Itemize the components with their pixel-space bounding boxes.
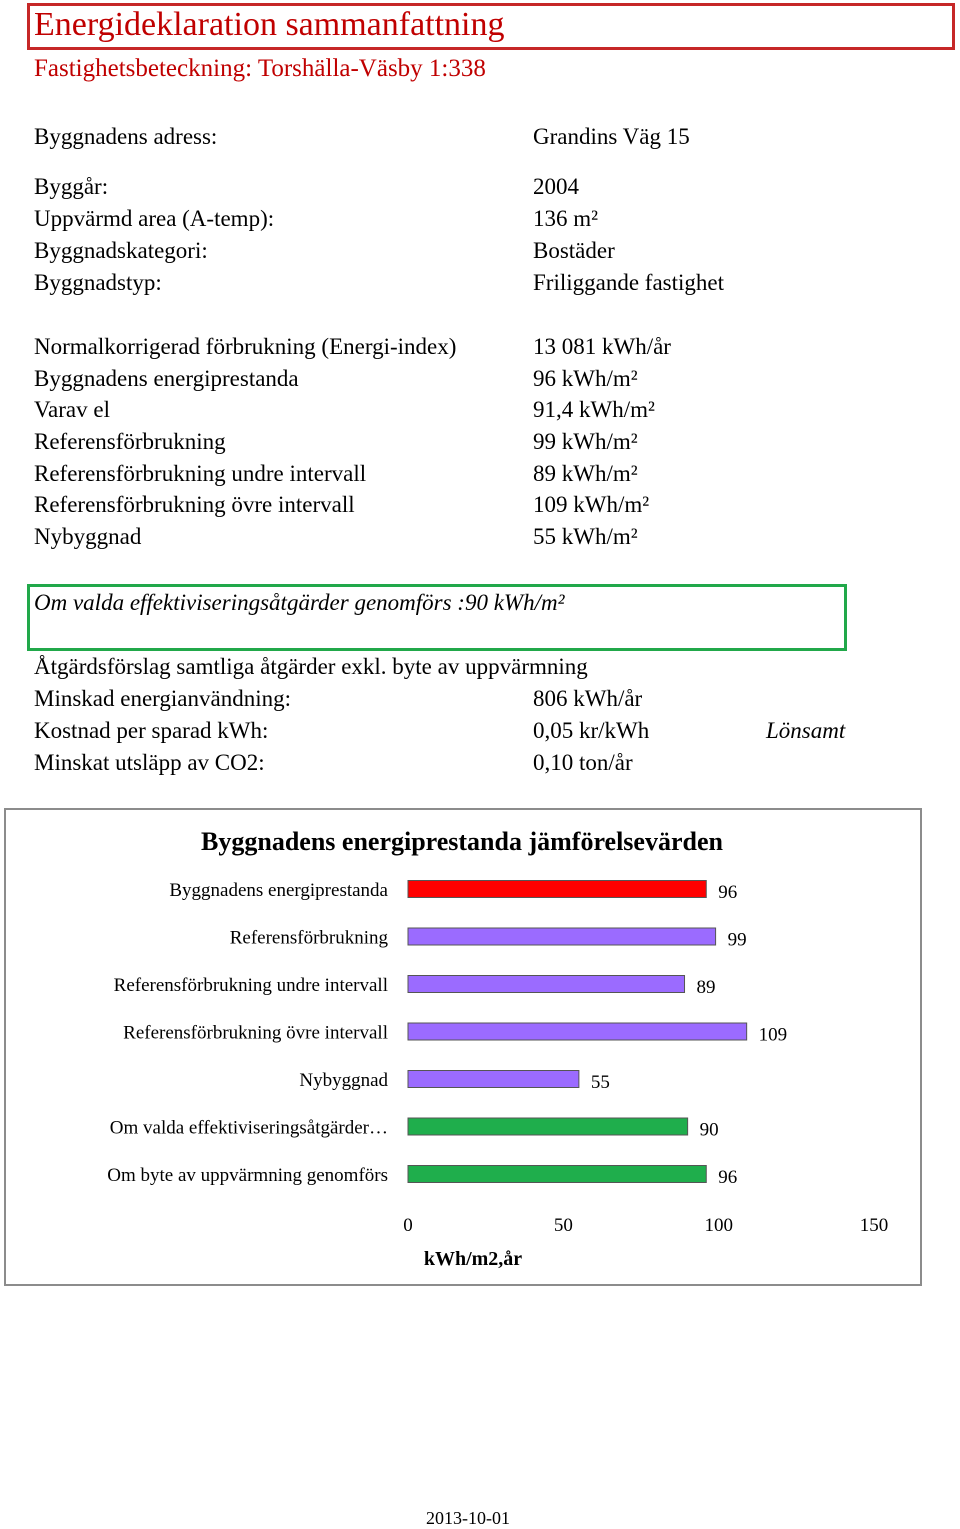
building-value: Bostäder [533, 238, 615, 263]
page-title: Energideklaration sammanfattning [34, 6, 505, 43]
measure-value: 806 kWh/år [533, 686, 643, 711]
report-date: 2013-10-01 [426, 1508, 510, 1528]
bar [408, 1118, 688, 1135]
energy-label: Byggnadens energiprestanda [34, 366, 299, 391]
building-label: Byggår: [34, 174, 109, 199]
category-label: Nybyggnad [299, 1070, 388, 1091]
energy-label: Varav el [34, 397, 110, 422]
energy-label: Referensförbrukning övre intervall [34, 492, 355, 517]
category-label: Referensförbrukning undre intervall [113, 975, 388, 996]
category-label: Om byte av uppvärmning genomförs [107, 1165, 388, 1186]
category-label: Referensförbrukning övre intervall [123, 1022, 388, 1044]
measure-value: 0,05 kr/kWh [533, 718, 650, 743]
building-value: 136 m² [533, 206, 599, 231]
x-tick-label: 100 [704, 1215, 733, 1236]
category-label: Byggnadens energiprestanda [169, 880, 388, 901]
data-label: 99 [727, 929, 747, 951]
energy-value: 91,4 kWh/m² [533, 397, 655, 422]
x-tick-label: 0 [403, 1215, 413, 1236]
energy-label: Nybyggnad [34, 524, 142, 549]
chart-title: Byggnadens energiprestanda jämförelsevärden [201, 827, 723, 856]
x-tick-label: 150 [859, 1215, 889, 1236]
energy-label: Normalkorrigerad förbrukning (Energi-index) [34, 334, 457, 359]
energy-label: Referensförbrukning undre intervall [34, 461, 367, 486]
bar [408, 881, 706, 898]
category-label: Referensförbrukning [229, 927, 388, 949]
energy-label: Referensförbrukning [34, 429, 226, 454]
energy-value: 89 kWh/m² [533, 461, 638, 486]
energy-value: 99 kWh/m² [533, 429, 638, 454]
data-label: 89 [696, 977, 716, 998]
building-value: 2004 [533, 174, 579, 199]
measure-label: Minskat utsläpp av CO2: [34, 750, 265, 775]
energy-value: 96 kWh/m² [533, 366, 638, 391]
data-label: 109 [758, 1024, 788, 1046]
address-value: Grandins Väg 15 [533, 124, 690, 149]
measure-label: Kostnad per sparad kWh: [34, 718, 269, 743]
bar [408, 976, 685, 993]
building-label: Byggnadskategori: [34, 238, 208, 263]
x-axis-label: kWh/m2,år [423, 1248, 523, 1270]
building-label: Byggnadstyp: [34, 270, 162, 295]
data-label: 55 [590, 1072, 610, 1093]
data-label: 90 [699, 1119, 719, 1141]
x-tick-label: 50 [553, 1215, 573, 1236]
bar [408, 1071, 579, 1088]
category-label: Om valda effektiviseringsåtgärder… [109, 1117, 388, 1139]
bar [408, 1166, 706, 1183]
property-designation: Fastighetsbeteckning: Torshälla-Väsby 1:338 [34, 55, 486, 82]
profitability-note: Lönsamt [766, 718, 846, 743]
measure-label: Minskad energianvändning: [34, 686, 291, 711]
measures-heading: Åtgärdsförslag samtliga åtgärder exkl. byte av uppvärmning [34, 654, 588, 679]
bar [408, 928, 716, 945]
energy-value: 55 kWh/m² [533, 524, 638, 549]
bar [408, 1023, 747, 1040]
data-label: 96 [718, 1167, 738, 1188]
building-value: Friliggande fastighet [533, 270, 724, 295]
energy-value: 13 081 kWh/år [533, 334, 671, 359]
building-label: Uppvärmd area (A-temp): [34, 206, 275, 231]
address-label: Byggnadens adress: [34, 124, 218, 149]
efficiency-note: Om valda effektiviseringsåtgärder genomförs :90 kWh/m² [34, 590, 565, 615]
energy-value: 109 kWh/m² [533, 492, 650, 517]
data-label: 96 [718, 882, 738, 903]
measure-value: 0,10 ton/år [533, 750, 633, 775]
